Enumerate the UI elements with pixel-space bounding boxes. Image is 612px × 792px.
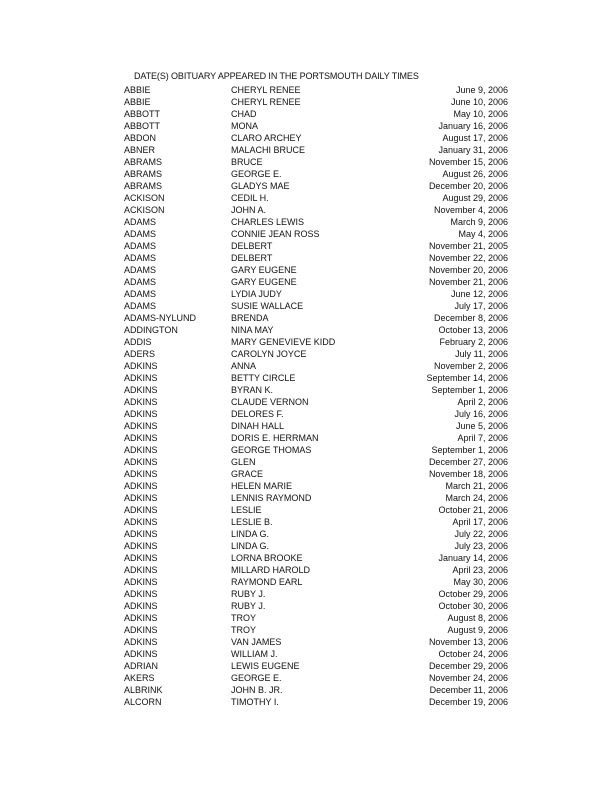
given-names: TIMOTHY I. [231, 697, 279, 707]
given-names: GRACE [231, 469, 264, 479]
given-names: LESLIE [231, 505, 262, 515]
given-names: BYRAN K. [231, 385, 274, 395]
list-item [124, 624, 508, 636]
surname: ADKINS [124, 445, 158, 455]
appearance-date: October 13, 2006 [438, 325, 508, 335]
given-names: GARY EUGENE [231, 277, 297, 287]
appearance-date: October 30, 2006 [438, 601, 508, 611]
surname: AKERS [124, 673, 155, 683]
list-item [124, 240, 508, 252]
given-names: CAROLYN JOYCE [231, 349, 307, 359]
given-names: VAN JAMES [231, 637, 282, 647]
surname: ABRAMS [124, 157, 163, 167]
list-item [124, 612, 508, 624]
list-item [124, 432, 508, 444]
surname: ADKINS [124, 409, 158, 419]
given-names: LORNA BROOKE [231, 553, 303, 563]
list-item [124, 468, 508, 480]
appearance-date: July 23, 2006 [454, 541, 508, 551]
given-names: DELORES F. [231, 409, 284, 419]
surname: ADKINS [124, 397, 158, 407]
appearance-date: January 14, 2006 [438, 553, 508, 563]
list-item [124, 348, 508, 360]
given-names: LEWIS EUGENE [231, 661, 300, 671]
appearance-date: October 29, 2006 [438, 589, 508, 599]
appearance-date: November 21, 2005 [428, 241, 508, 251]
given-names: ANNA [231, 361, 257, 371]
list-item [124, 144, 508, 156]
given-names: LENNIS RAYMOND [231, 493, 312, 503]
appearance-date: December 20, 2006 [428, 181, 508, 191]
appearance-date: May 30, 2006 [453, 577, 508, 587]
surname: ABDON [124, 133, 157, 143]
list-item [124, 288, 508, 300]
appearance-date: March 24, 2006 [445, 493, 508, 503]
surname: ADKINS [124, 493, 158, 503]
list-item [124, 372, 508, 384]
appearance-date: September 1, 2006 [431, 385, 508, 395]
surname: ABBIE [124, 97, 151, 107]
surname: ADKINS [124, 517, 158, 527]
appearance-date: December 19, 2006 [428, 697, 508, 707]
surname: ACKISON [124, 205, 165, 215]
surname: ADKINS [124, 577, 158, 587]
list-item [124, 360, 508, 372]
appearance-date: April 2, 2006 [457, 397, 508, 407]
surname: ALCORN [124, 697, 162, 707]
list-item [124, 420, 508, 432]
given-names: LINDA G. [231, 541, 270, 551]
appearance-date: August 9, 2006 [447, 625, 508, 635]
surname: ABNER [124, 145, 156, 155]
surname: ADAMS [124, 265, 157, 275]
appearance-date: November 22, 2006 [428, 253, 508, 263]
list-item [124, 192, 508, 204]
surname: ADAMS [124, 241, 157, 251]
list-item [124, 408, 508, 420]
appearance-date: July 22, 2006 [454, 529, 508, 539]
surname: ADKINS [124, 553, 158, 563]
list-item [124, 96, 508, 108]
list-item [124, 492, 508, 504]
surname: ADAMS [124, 217, 157, 227]
surname: ADKINS [124, 385, 158, 395]
surname: ABBOTT [124, 109, 161, 119]
surname: ADAMS [124, 301, 157, 311]
appearance-date: March 21, 2006 [445, 481, 508, 491]
appearance-date: June 5, 2006 [455, 421, 508, 431]
appearance-date: November 21, 2006 [428, 277, 508, 287]
given-names: MONA [231, 121, 258, 131]
list-item [124, 480, 508, 492]
surname: ADKINS [124, 433, 158, 443]
given-names: RUBY J. [231, 589, 266, 599]
appearance-date: December 8, 2006 [433, 313, 508, 323]
surname: ADKINS [124, 373, 158, 383]
appearance-date: April 17, 2006 [452, 517, 508, 527]
appearance-date: December 27, 2006 [428, 457, 508, 467]
surname: ADKINS [124, 541, 158, 551]
surname: ADKINS [124, 457, 158, 467]
appearance-date: July 11, 2006 [455, 349, 508, 359]
list-item [124, 564, 508, 576]
appearance-date: August 29, 2006 [442, 193, 508, 203]
surname: ADDINGTON [124, 325, 178, 335]
appearance-date: July 17, 2006 [454, 301, 508, 311]
list-item [124, 132, 508, 144]
given-names: SUSIE WALLACE [231, 301, 304, 311]
given-names: JOHN A. [231, 205, 267, 215]
surname: ADKINS [124, 529, 158, 539]
list-item [124, 180, 508, 192]
appearance-date: May 4, 2006 [458, 229, 508, 239]
surname: ADAMS [124, 229, 157, 239]
surname: ADKINS [124, 637, 158, 647]
list-item [124, 384, 508, 396]
given-names: LINDA G. [231, 529, 270, 539]
surname: ADAMS [124, 253, 157, 263]
given-names: LESLIE B. [231, 517, 273, 527]
given-names: LYDIA JUDY [231, 289, 282, 299]
given-names: GLADYS MAE [231, 181, 290, 191]
list-item [124, 504, 508, 516]
list-item [124, 168, 508, 180]
list-item [124, 336, 508, 348]
list-item [124, 312, 508, 324]
page-heading: DATE(S) OBITUARY APPEARED IN THE PORTSMOUTH DAILY TIMES [134, 71, 419, 81]
given-names: TROY [231, 613, 257, 623]
appearance-date: August 17, 2006 [442, 133, 508, 143]
surname: ADDIS [124, 337, 152, 347]
surname: ADKINS [124, 649, 158, 659]
appearance-date: November 15, 2006 [428, 157, 508, 167]
given-names: CLARO ARCHEY [231, 133, 302, 143]
surname: ADKINS [124, 589, 158, 599]
appearance-date: December 11, 2006 [429, 685, 508, 695]
surname: ADKINS [124, 469, 158, 479]
given-names: DORIS E. HERRMAN [231, 433, 319, 443]
appearance-date: October 24, 2006 [438, 649, 508, 659]
list-item [124, 672, 508, 684]
surname: ADKINS [124, 481, 158, 491]
appearance-date: May 10, 2006 [453, 109, 508, 119]
given-names: CEDIL H. [231, 193, 269, 203]
appearance-date: March 9, 2006 [450, 217, 508, 227]
appearance-date: July 16, 2006 [454, 409, 508, 419]
given-names: CLAUDE VERNON [231, 397, 309, 407]
appearance-date: September 14, 2006 [426, 373, 508, 383]
surname: ADKINS [124, 361, 158, 371]
list-item [124, 276, 508, 288]
list-item [124, 228, 508, 240]
appearance-date: October 21, 2006 [438, 505, 508, 515]
list-item [124, 396, 508, 408]
appearance-date: June 9, 2006 [455, 85, 508, 95]
appearance-date: August 26, 2006 [442, 169, 508, 179]
given-names: BRUCE [231, 157, 263, 167]
given-names: CHERYL RENEE [231, 85, 301, 95]
list-item [124, 576, 508, 588]
given-names: RUBY J. [231, 601, 266, 611]
list-item [124, 120, 508, 132]
appearance-date: November 24, 2006 [428, 673, 508, 683]
given-names: HELEN MARIE [231, 481, 293, 491]
given-names: RAYMOND EARL [231, 577, 303, 587]
given-names: WILLIAM J. [231, 649, 278, 659]
given-names: CONNIE JEAN ROSS [231, 229, 320, 239]
list-item [124, 540, 508, 552]
list-item [124, 684, 508, 696]
given-names: GEORGE E. [231, 673, 282, 683]
surname: ADRIAN [124, 661, 159, 671]
list-item [124, 264, 508, 276]
list-item [124, 696, 508, 708]
list-item [124, 444, 508, 456]
appearance-date: December 29, 2006 [428, 661, 508, 671]
given-names: TROY [231, 625, 257, 635]
appearance-date: April 23, 2006 [452, 565, 508, 575]
given-names: JOHN B. JR. [231, 685, 283, 695]
list-item [124, 156, 508, 168]
given-names: GLEN [231, 457, 256, 467]
list-item [124, 252, 508, 264]
given-names: CHARLES LEWIS [231, 217, 305, 227]
appearance-date: January 16, 2006 [438, 121, 508, 131]
list-item [124, 108, 508, 120]
appearance-date: June 12, 2006 [450, 289, 508, 299]
list-item [124, 324, 508, 336]
given-names: BRENDA [231, 313, 269, 323]
given-names: DELBERT [231, 241, 273, 251]
surname: ADKINS [124, 625, 158, 635]
given-names: MILLARD HAROLD [231, 565, 311, 575]
appearance-date: November 4, 2006 [433, 205, 508, 215]
surname: ADKINS [124, 565, 158, 575]
surname: ACKISON [124, 193, 165, 203]
list-item [124, 636, 508, 648]
appearance-date: November 18, 2006 [428, 469, 508, 479]
given-names: MALACHI BRUCE [231, 145, 306, 155]
list-item [124, 516, 508, 528]
list-item [124, 660, 508, 672]
appearance-date: November 20, 2006 [428, 265, 508, 275]
appearance-date: February 2, 2006 [439, 337, 508, 347]
surname: ADERS [124, 349, 156, 359]
surname: ADAMS-NYLUND [124, 313, 197, 323]
list-item [124, 648, 508, 660]
list-item [124, 216, 508, 228]
surname: ADKINS [124, 613, 158, 623]
appearance-date: April 7, 2006 [457, 433, 508, 443]
given-names: CHAD [231, 109, 257, 119]
surname: ABRAMS [124, 181, 163, 191]
surname: ADAMS [124, 277, 157, 287]
surname: ADAMS [124, 289, 157, 299]
appearance-date: August 8, 2006 [447, 613, 508, 623]
list-item [124, 600, 508, 612]
given-names: MARY GENEVIEVE KIDD [231, 337, 336, 347]
list-item [124, 456, 508, 468]
list-item [124, 552, 508, 564]
surname: ADKINS [124, 421, 158, 431]
obituary-list [124, 84, 508, 708]
surname: ALBRINK [124, 685, 163, 695]
given-names: GEORGE THOMAS [231, 445, 312, 455]
appearance-date: June 10, 2006 [450, 97, 508, 107]
list-item [124, 204, 508, 216]
given-names: CHERYL RENEE [231, 97, 301, 107]
list-item [124, 300, 508, 312]
given-names: DINAH HALL [231, 421, 285, 431]
surname: ABRAMS [124, 169, 163, 179]
given-names: BETTY CIRCLE [231, 373, 296, 383]
surname: ABBOTT [124, 121, 161, 131]
appearance-date: November 13, 2006 [428, 637, 508, 647]
surname: ADKINS [124, 601, 158, 611]
surname: ADKINS [124, 505, 158, 515]
list-item [124, 528, 508, 540]
surname: ABBIE [124, 85, 151, 95]
appearance-date: January 31, 2006 [438, 145, 508, 155]
list-item [124, 588, 508, 600]
appearance-date: November 2, 2006 [433, 361, 508, 371]
given-names: GARY EUGENE [231, 265, 297, 275]
appearance-date: September 1, 2006 [431, 445, 508, 455]
given-names: DELBERT [231, 253, 273, 263]
given-names: GEORGE E. [231, 169, 282, 179]
given-names: NINA MAY [231, 325, 274, 335]
list-item [124, 84, 508, 96]
